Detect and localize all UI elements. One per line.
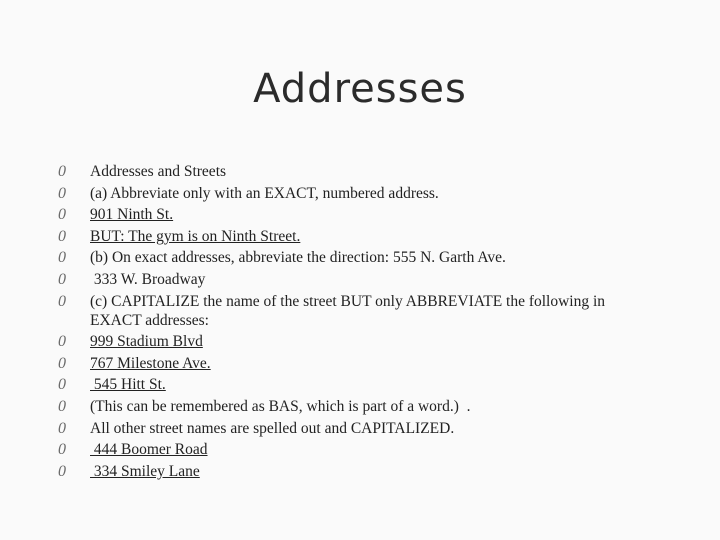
bullet-icon: 0 [58, 419, 66, 437]
list-item [58, 162, 658, 181]
bullet-icon: 0 [58, 184, 66, 202]
bullet-icon: 0 [58, 163, 66, 180]
bullet-icon: 0 [58, 354, 66, 372]
list-item [58, 227, 658, 246]
list-item-text: Addresses and Streets [90, 163, 227, 180]
bullet-icon: 0 [58, 397, 66, 415]
bullet-icon: 0 [58, 249, 66, 267]
list-item [58, 419, 658, 438]
bullet-icon: 0 [58, 462, 66, 480]
bullet-list [58, 162, 658, 483]
list-item-text: All other street names are spelled out and CAPITALIZED. [90, 419, 455, 437]
slide-title: Addresses [253, 66, 467, 112]
list-item-text: 901 Ninth St. [90, 206, 174, 224]
list-item [58, 440, 658, 459]
list-item-text: 444 Boomer Road [90, 441, 208, 459]
list-item [58, 375, 658, 394]
list-item [58, 332, 658, 351]
list-item-text: 334 Smiley Lane [90, 462, 200, 480]
list-item [58, 248, 658, 267]
list-item [58, 292, 658, 330]
list-item-text: 333 W. Broadway [90, 270, 206, 288]
bullet-icon: 0 [58, 441, 66, 459]
list-item [58, 270, 658, 289]
bullet-icon: 0 [58, 333, 66, 351]
list-item-text: BUT: The gym is on Ninth Street. [90, 227, 301, 245]
bullet-icon: 0 [58, 206, 66, 224]
bullet-icon: 0 [58, 227, 66, 245]
bullet-icon: 0 [58, 292, 66, 310]
list-item-text: (a) Abbreviate only with an EXACT, numbered address. [90, 184, 439, 202]
list-item [58, 205, 658, 224]
list-item-text: 999 Stadium Blvd [90, 333, 203, 351]
list-item [58, 184, 658, 203]
bullet-icon: 0 [58, 376, 66, 394]
list-item-text: (b) On exact addresses, abbreviate the direction: 555 N. Garth Ave. [90, 249, 506, 267]
list-item [58, 397, 658, 416]
list-item [58, 354, 658, 373]
bullet-icon: 0 [58, 270, 66, 288]
list-item-text: (This can be remembered as BAS, which is part of a word.) . [90, 397, 471, 415]
list-item-text: 767 Milestone Ave. [90, 354, 211, 372]
list-item-text: 545 Hitt St. [90, 376, 166, 394]
list-item-text: (c) CAPITALIZE the name of the street BUT only ABBREVIATE the following in EXACT addresses: [90, 292, 606, 329]
list-item [58, 462, 658, 481]
